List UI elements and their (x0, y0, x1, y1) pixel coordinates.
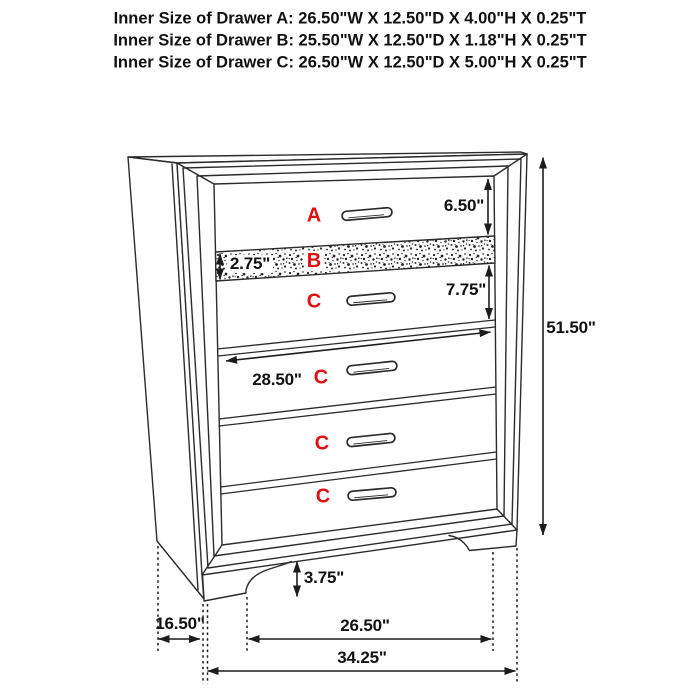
drawer-a-letter: A (306, 204, 322, 227)
drawer-c1-letter: C (306, 290, 322, 313)
dim-label-drawer-c-height: 7.75" (445, 280, 487, 299)
dim-label-overall-width: 34.25" (337, 648, 387, 667)
drawer-c3-letter: C (314, 432, 330, 455)
dim-label-drawer-a-height: 6.50" (443, 196, 485, 215)
drawer-c2-letter: C (313, 366, 329, 389)
spec-line-drawer-c: Inner Size of Drawer C: 26.50"W X 12.50"D X 5.00"H X 0.25"T (113, 53, 587, 72)
dim-label-overall-depth: 16.50" (155, 614, 205, 633)
drawer-b-letter: B (304, 251, 324, 271)
spec-line-drawer-b: Inner Size of Drawer B: 25.50"W X 12.50"D X 1.18"H X 0.25"T (113, 31, 587, 50)
spec-line-drawer-a: Inner Size of Drawer A: 26.50"W X 12.50"D X 4.00"H X 0.25"T (113, 9, 587, 28)
dim-label-foot-height: 3.75" (303, 568, 345, 587)
dim-label-drawer-width: 28.50" (252, 370, 302, 389)
dim-label-overall-height: 51.50" (546, 318, 596, 337)
dim-label-drawer-b-height: 2.75" (227, 255, 273, 273)
dim-label-feet-span-width: 26.50" (340, 616, 390, 635)
drawer-c4-letter: C (315, 485, 331, 508)
